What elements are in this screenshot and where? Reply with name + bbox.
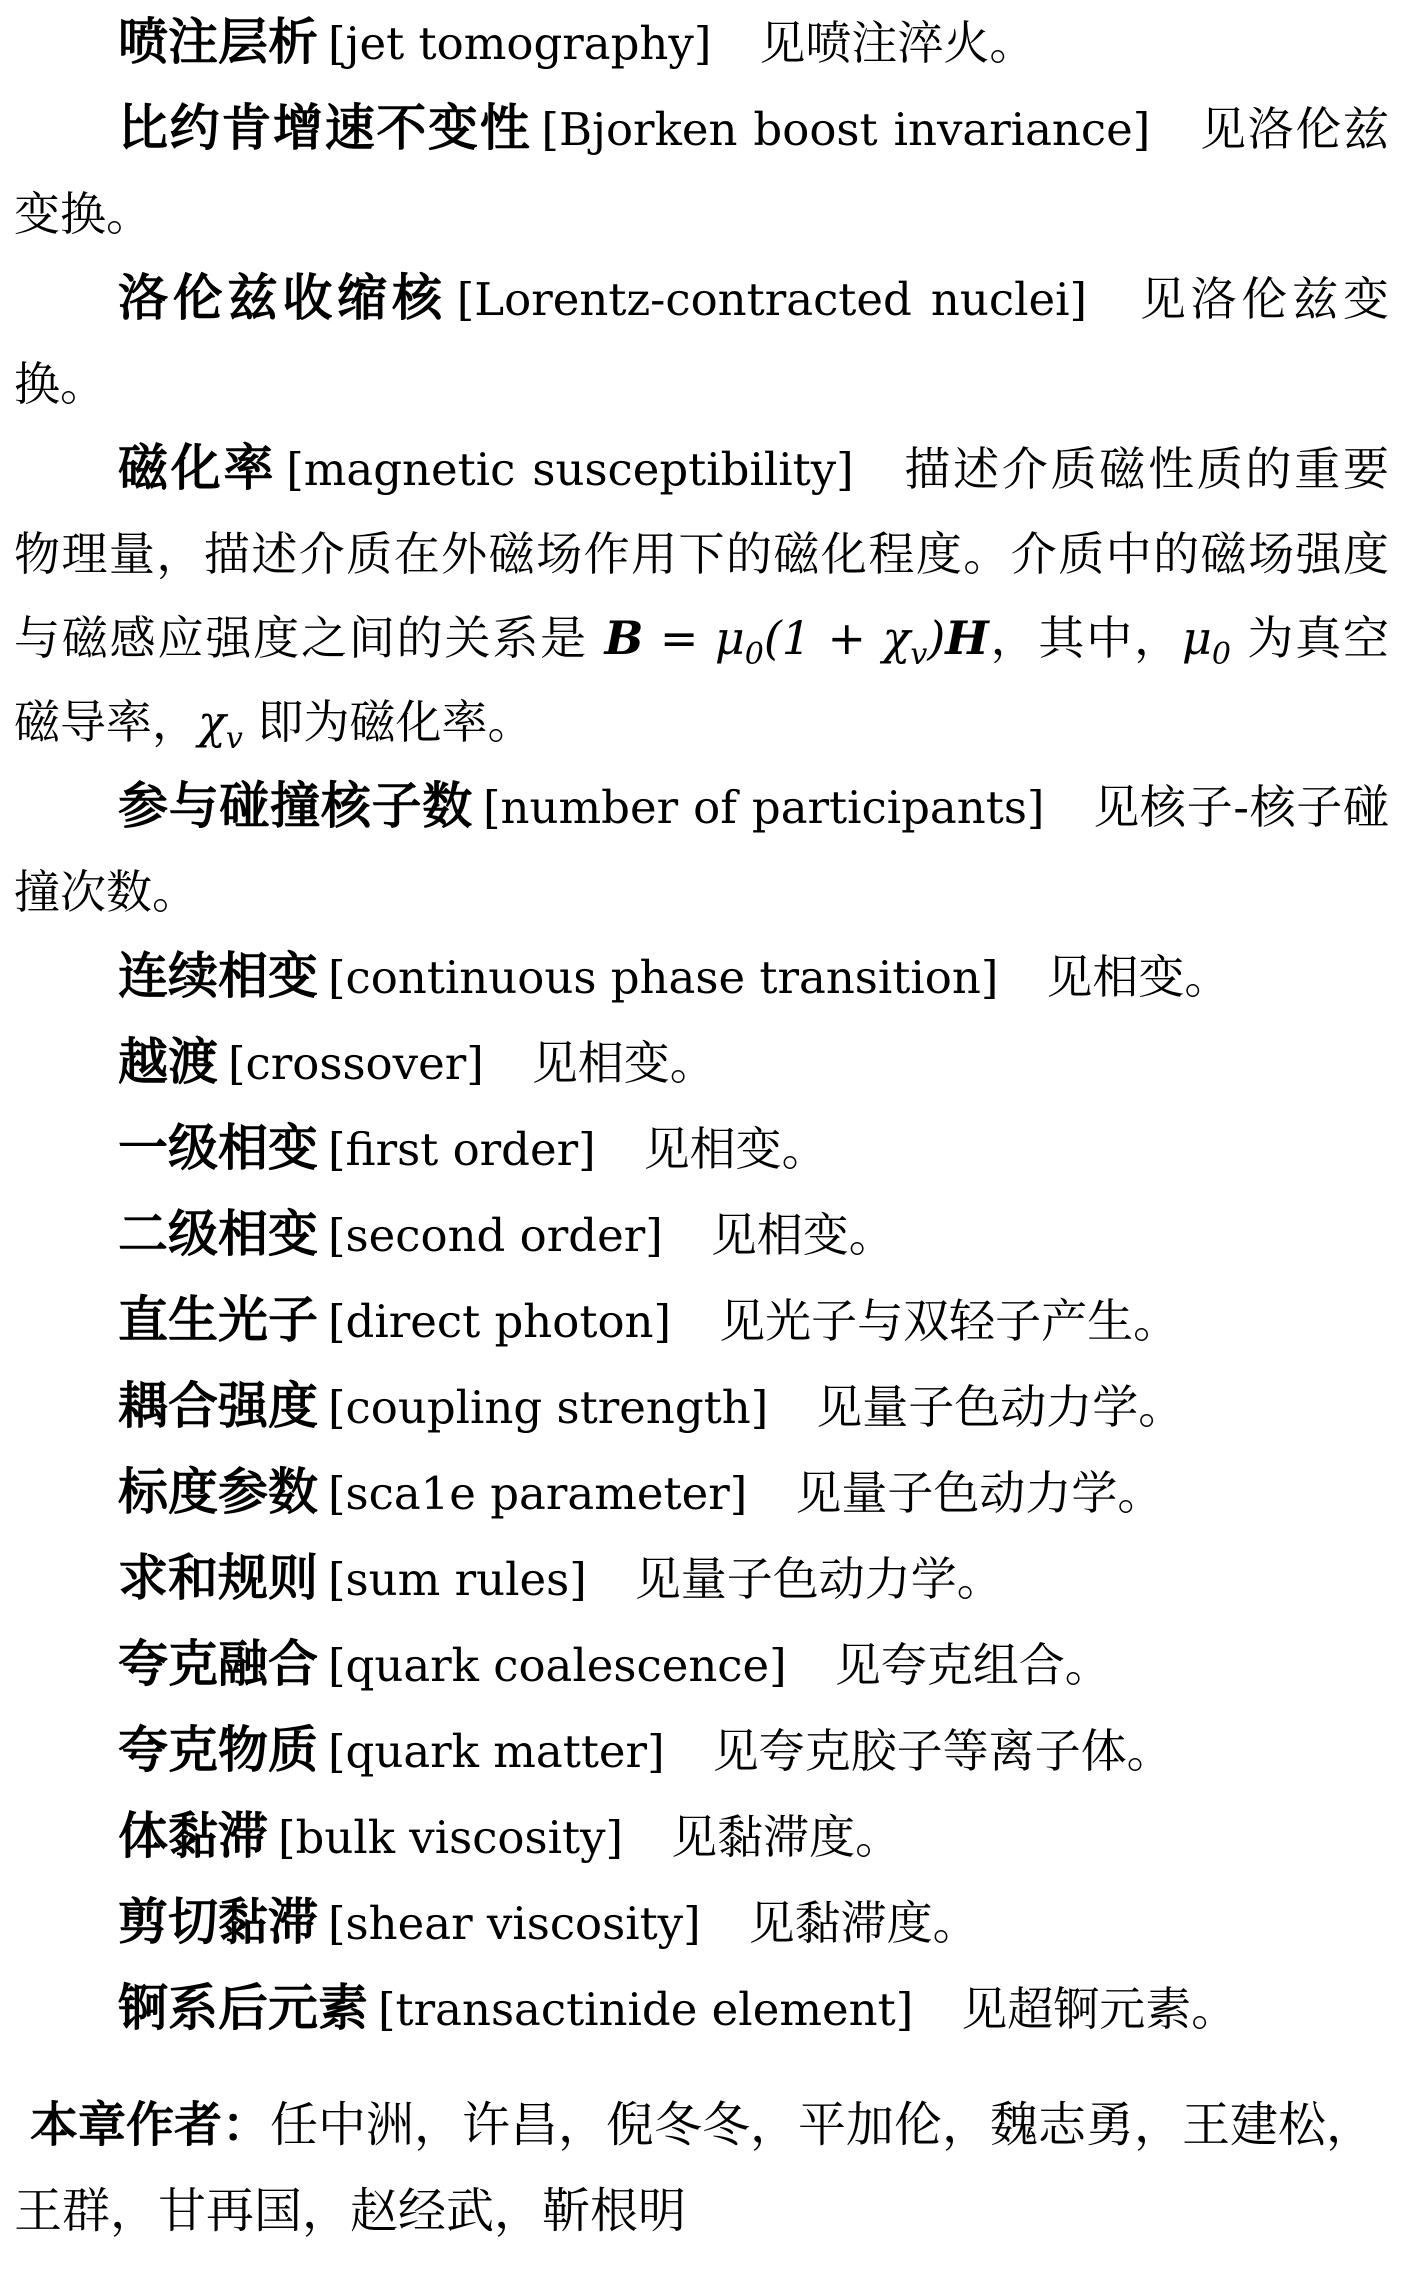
entry-term: 标度参数 <box>118 1463 318 1521</box>
entry-english: [number of participants] <box>482 781 1045 834</box>
entry-definition: 见洛伦兹变换。 <box>14 102 1390 241</box>
entry-definition: 见相变。 <box>1046 950 1231 1004</box>
authors-names: 任中洲，许昌，倪冬冬，平加伦，魏志勇，王建松，王群，甘再国，赵经武，靳根明 <box>14 2097 1375 2239</box>
glossary-entries <box>14 0 1389 2052</box>
entry-definition: 见超锕元素。 <box>961 1982 1238 2036</box>
chapter-authors <box>14 2082 1389 2254</box>
entry-definition: 见光子与双轻子产生。 <box>719 1294 1180 1348</box>
entry-english: [crossover] <box>228 1037 484 1090</box>
entry-english: [continuous phase transition] <box>328 951 999 1004</box>
glossary-entry <box>14 0 1389 86</box>
glossary-entry <box>14 1880 1389 1966</box>
entry-term: 一级相变 <box>118 1119 318 1177</box>
mu0-symbol: $\mu_0$ <box>1181 611 1231 673</box>
entry-definition: 见洛伦兹变换。 <box>14 272 1389 411</box>
entry-english: [direct photon] <box>328 1295 672 1348</box>
glossary-entry <box>14 934 1389 1020</box>
glossary-entry <box>14 1450 1389 1536</box>
glossary-entry <box>14 1192 1389 1278</box>
entry-term: 锕系后元素 <box>118 1979 368 2037</box>
entry-term: 连续相变 <box>118 947 318 1005</box>
glossary-entry <box>14 1794 1389 1880</box>
entry-definition: 描述介质磁性质的重要物理量，描述介质在外磁场作用下的磁化程度。介质中的磁场强度与磁感应强度之间的关系是 <box>14 442 1389 665</box>
entry-term: 二级相变 <box>118 1205 318 1263</box>
entry-definition: 见相变。 <box>643 1122 828 1176</box>
entry-term: 比约肯增速不变性 <box>118 99 532 157</box>
entry-term: 求和规则 <box>118 1549 318 1607</box>
entry-english: [first order] <box>328 1123 596 1176</box>
entry-term: 磁化率 <box>118 439 277 497</box>
entry-definition: 见量子色动力学。 <box>795 1466 1164 1520</box>
glossary-entry <box>14 1278 1389 1364</box>
entry-term: 耦合强度 <box>118 1377 318 1435</box>
glossary-entry <box>14 1364 1389 1450</box>
entry-definition: 见量子色动力学。 <box>634 1552 1003 1606</box>
entry-english: [sum rules] <box>328 1553 587 1606</box>
entry-definition: 见夸克胶子等离子体。 <box>712 1724 1173 1778</box>
entry-term: 夸克融合 <box>118 1635 318 1693</box>
glossary-entry <box>14 764 1389 934</box>
entry-definition: 见夸克组合。 <box>834 1638 1111 1692</box>
entry-term: 越渡 <box>118 1033 218 1091</box>
glossary-entry: 磁化率 [magnetic susceptibility] 描述介质磁性质的重要物理量，描述介质在外磁场作用下的磁化程度。介质中的磁场强度与磁感应强度之间的关系是 $B = \mu_0(1 + \chi_v)H$，其中，$\mu_0$ 为真空磁导率，$\chi_v$ 即为磁化率。 <box>14 439 1390 757</box>
entry-term: 洛伦兹收缩核 <box>118 269 447 327</box>
chi-v-symbol: $\chi_v$ <box>198 695 243 757</box>
magnetization-formula: $B = \mu_0(1 + \chi_v)H$ <box>604 611 989 673</box>
glossary-entry <box>14 1020 1389 1106</box>
entry-english: [jet tomography] <box>328 17 712 70</box>
entry-definition: 见核子-核子碰撞次数。 <box>14 780 1390 919</box>
glossary-entry <box>14 1536 1389 1622</box>
entry-definition: 见黏滞度。 <box>671 1810 902 1864</box>
entry-term: 直生光子 <box>118 1291 318 1349</box>
entry-english: [quark matter] <box>328 1725 665 1778</box>
glossary-entry <box>14 1966 1389 2052</box>
entry-english: [coupling strength] <box>328 1381 769 1434</box>
glossary-entry <box>14 86 1389 256</box>
entry-term: 夸克物质 <box>118 1721 318 1779</box>
entry-english: [second order] <box>328 1209 663 1262</box>
entry-english: [sca1e parameter] <box>328 1467 748 1520</box>
glossary-entry <box>14 256 1389 426</box>
entry-term: 喷注层析 <box>118 13 318 71</box>
entry-definition: 见量子色动力学。 <box>816 1380 1185 1434</box>
entry-english: [transactinide element] <box>378 1983 914 2036</box>
glossary-entry <box>14 1622 1389 1708</box>
entry-definition: 见相变。 <box>531 1036 716 1090</box>
entry-definition: 见相变。 <box>710 1208 895 1262</box>
glossary-entry <box>14 1708 1389 1794</box>
entry-definition: 见黏滞度。 <box>748 1896 979 1950</box>
entry-term: 体黏滞 <box>118 1807 268 1865</box>
glossary-entry <box>14 1106 1389 1192</box>
entry-english: [quark coalescence] <box>328 1639 787 1692</box>
entry-english: [magnetic susceptibility] <box>286 443 854 496</box>
authors-label: 本章作者： <box>30 2097 271 2153</box>
entry-english: [bulk viscosity] <box>278 1811 624 1864</box>
entry-english: [shear viscosity] <box>328 1897 701 1950</box>
entry-term: 剪切黏滞 <box>118 1893 318 1951</box>
entry-term: 参与碰撞核子数 <box>118 777 473 835</box>
entry-english: [Bjorken boost invariance] <box>541 103 1151 156</box>
entry-definition: 见喷注淬火。 <box>759 16 1036 70</box>
entry-english: [Lorentz-contracted nuclei] <box>456 273 1088 326</box>
